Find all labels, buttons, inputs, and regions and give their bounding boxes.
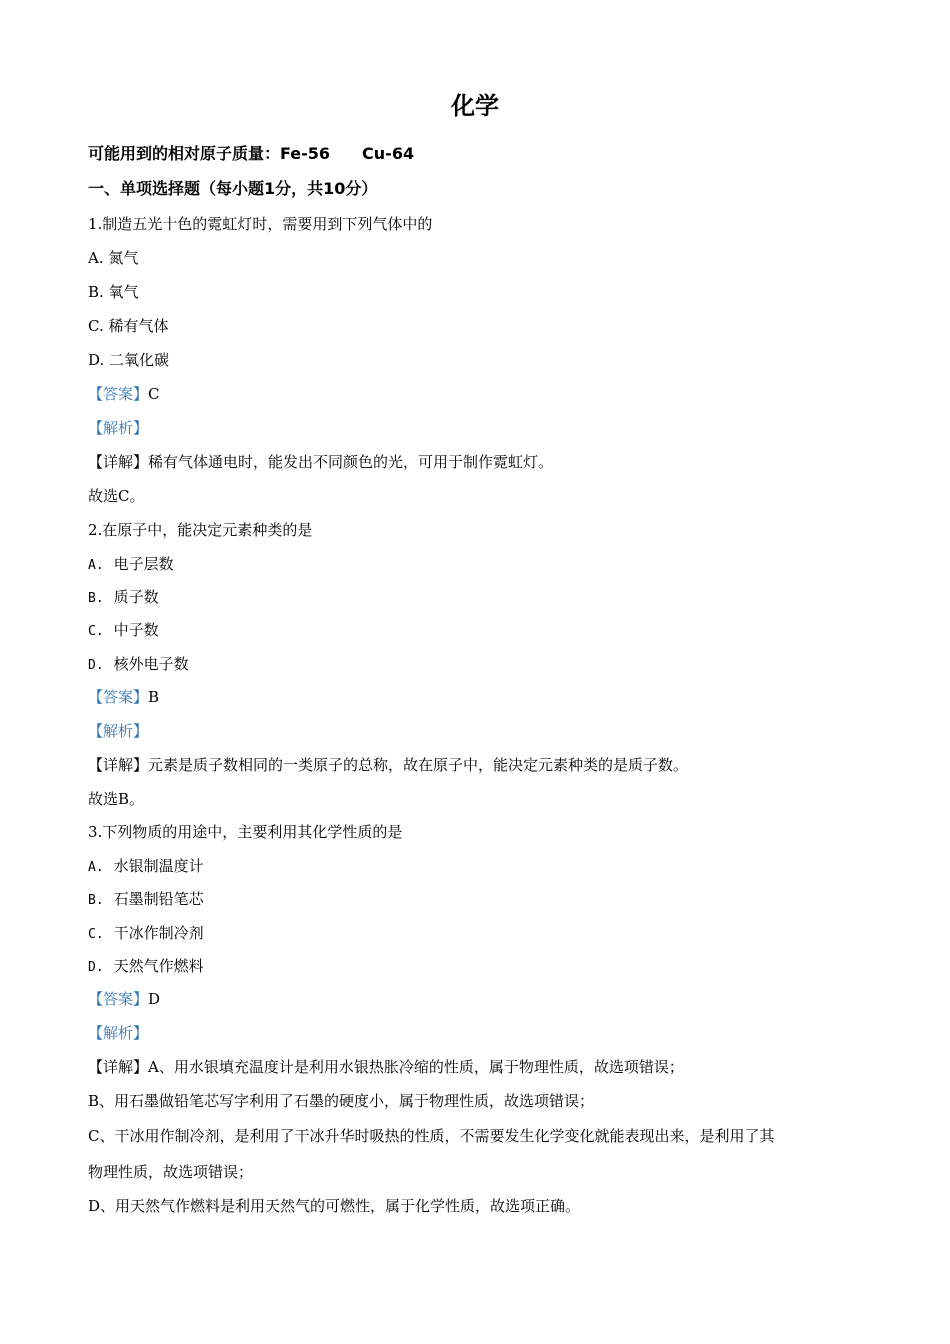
question-2-option-b bbox=[88, 587, 159, 609]
answer-value: D bbox=[148, 990, 161, 1008]
question-2-analysis-tag: 【解析】 bbox=[88, 722, 149, 740]
question-1-conclusion: 故选C。 bbox=[88, 487, 145, 505]
question-1-option-b: B. 氧气 bbox=[88, 283, 139, 301]
option-text: 石墨制铅笔芯 bbox=[113, 890, 204, 908]
answer-value: B bbox=[148, 688, 160, 706]
section-heading: 一、单项选择题（每小题1分，共10分） bbox=[88, 179, 378, 198]
detail-tag: 【详解】 bbox=[88, 453, 149, 471]
question-3-option-c bbox=[88, 923, 204, 945]
option-text: 质子数 bbox=[113, 588, 159, 606]
question-3-detail-line-1 bbox=[88, 1057, 684, 1077]
answer-tag: 【答案】 bbox=[88, 688, 149, 706]
detail-text: 元素是质子数相同的一类原子的总称，故在原子中，能决定元素种类的是质子数。 bbox=[148, 756, 689, 774]
question-3-answer bbox=[88, 989, 160, 1009]
detail-tag: 【详解】 bbox=[88, 756, 149, 774]
detail-text: 稀有气体通电时，能发出不同颜色的光，可用于制作霓虹灯。 bbox=[148, 453, 554, 471]
option-text: 水银制温度计 bbox=[113, 857, 204, 875]
question-3-option-d bbox=[88, 956, 204, 978]
question-3-option-a bbox=[88, 856, 204, 878]
question-1-option-a: A. 氮气 bbox=[88, 249, 139, 267]
question-3-detail-line-4: 物理性质，故选项错误； bbox=[88, 1163, 254, 1181]
question-3-option-b bbox=[88, 889, 204, 911]
question-2-option-d bbox=[88, 654, 189, 676]
detail-text: A、用水银填充温度计是利用水银热胀冷缩的性质，属于物理性质，故选项错误； bbox=[148, 1058, 684, 1076]
question-2-option-a bbox=[88, 554, 174, 576]
option-letter: D. bbox=[88, 960, 104, 975]
option-text: 电子层数 bbox=[113, 555, 174, 573]
question-2-conclusion: 故选B。 bbox=[88, 790, 145, 808]
question-2-answer bbox=[88, 687, 159, 707]
option-letter: B. bbox=[88, 893, 104, 908]
question-3-detail-line-3: C、干冰用作制冷剂，是利用了干冰升华时吸热的性质，不需要发生化学变化就能表现出来，是利用了其 bbox=[88, 1127, 775, 1145]
atomic-mass-note: 可能用到的相对原子质量：Fe-56 Cu-64 bbox=[88, 144, 415, 163]
question-1-detail bbox=[88, 452, 553, 472]
option-letter: C. bbox=[88, 624, 104, 639]
option-letter: A. bbox=[88, 860, 104, 875]
question-3-stem: 3.下列物质的用途中，主要利用其化学性质的是 bbox=[88, 823, 403, 841]
question-1-option-d: D. 二氧化碳 bbox=[88, 351, 170, 369]
answer-value: C bbox=[148, 385, 160, 403]
question-1-answer bbox=[88, 384, 160, 404]
option-text: 天然气作燃料 bbox=[113, 957, 204, 975]
question-1-analysis-tag: 【解析】 bbox=[88, 419, 149, 437]
answer-tag: 【答案】 bbox=[88, 385, 149, 403]
page-title: 化学 bbox=[451, 92, 499, 120]
answer-tag: 【答案】 bbox=[88, 990, 149, 1008]
option-text: 核外电子数 bbox=[113, 655, 189, 673]
question-1-option-c: C. 稀有气体 bbox=[88, 317, 169, 335]
detail-tag: 【详解】 bbox=[88, 1058, 149, 1076]
option-letter: A. bbox=[88, 558, 104, 573]
question-2-stem: 2.在原子中，能决定元素种类的是 bbox=[88, 521, 313, 539]
option-text: 干冰作制冷剂 bbox=[113, 924, 204, 942]
option-letter: B. bbox=[88, 591, 104, 606]
question-3-detail-line-2: B、用石墨做铅笔芯写字利用了石墨的硬度小，属于物理性质，故选项错误； bbox=[88, 1092, 595, 1110]
question-3-detail-line-5: D、用天然气作燃料是利用天然气的可燃性，属于化学性质，故选项正确。 bbox=[88, 1197, 581, 1215]
option-text: 中子数 bbox=[113, 621, 159, 639]
option-letter: D. bbox=[88, 658, 104, 673]
question-1-stem: 1.制造五光十色的霓虹灯时，需要用到下列气体中的 bbox=[88, 215, 433, 233]
question-2-option-c bbox=[88, 620, 159, 642]
question-3-analysis-tag: 【解析】 bbox=[88, 1024, 149, 1042]
question-2-detail bbox=[88, 755, 688, 775]
option-letter: C. bbox=[88, 927, 104, 942]
